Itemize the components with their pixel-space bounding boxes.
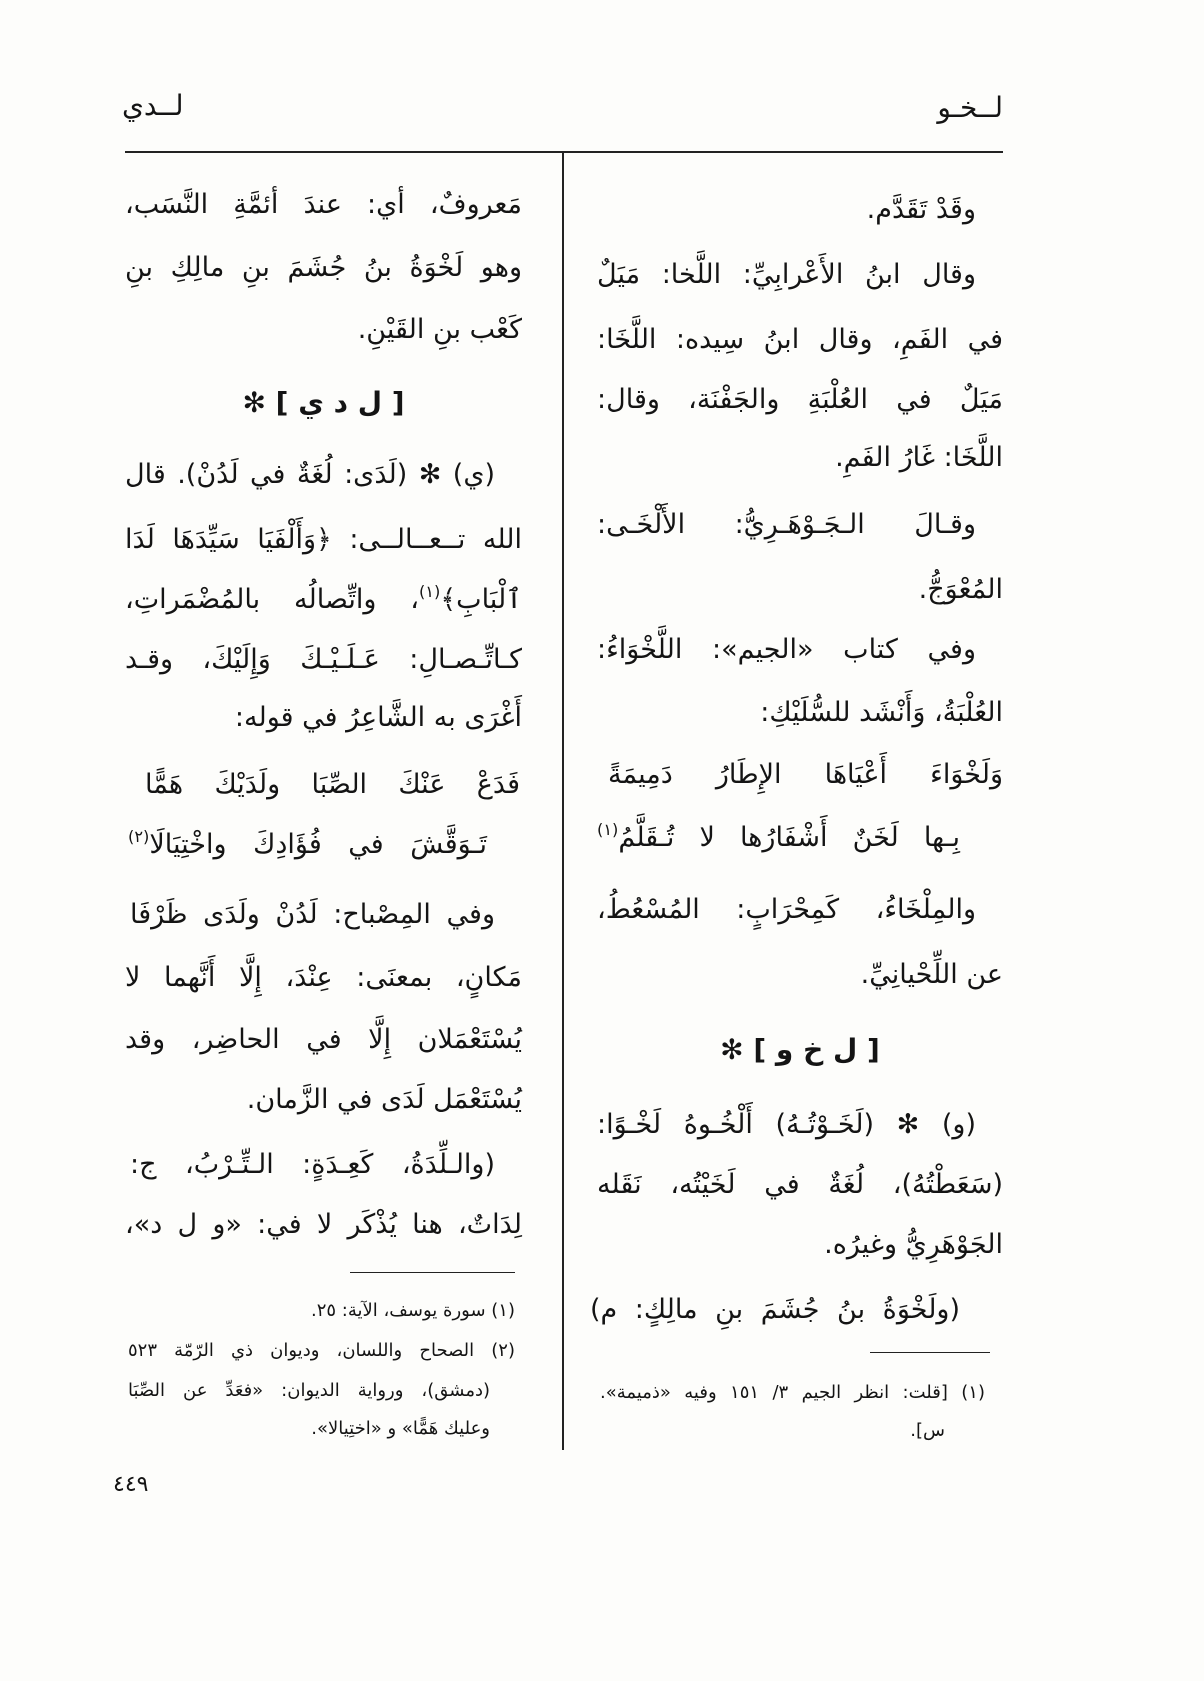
right-line-17: الجَوْهَرِيُّ وغيرُه. [824, 1229, 1003, 1260]
left-footnote-2: (٢) الصحاح واللسان، وديوان ذي الرّمّة ٥٢٣ [128, 1340, 515, 1361]
header-title-right: لــخـو [937, 91, 1003, 124]
quran-text-end: ٱلْبَابِ﴾ [440, 584, 522, 615]
left-line-14: يُسْتَعْمَلان إِلَّا في الحاضِر، وقد [125, 1024, 522, 1055]
left-line-8: كـاتِّـصـالِ: عَـلَـيْـكَ وَإِلَيْكَ، وقـد [125, 644, 522, 675]
right-poem-line-2 [597, 816, 960, 863]
footnote-marker: (١) [597, 819, 619, 839]
left-line-13: مَكانٍ، بمعنَى: عِنْدَ، إِلَّا أَنَّهما لا [125, 962, 522, 993]
left-poem-line-2 [128, 823, 487, 870]
right-line-3: في الفَمِ، وقال ابنُ سِيده: اللَّخَا: [597, 324, 1003, 355]
header-title-left: لــدي [122, 89, 184, 122]
right-poem-line-1: وَلَخْوَاءَ أَعْيَاهَا الإِطَارُ دَمِيمَةً [608, 759, 1003, 790]
right-line-12: والمِلْخَاءُ، كَمِحْرَابٍ: المُسْعُطُ، [597, 894, 976, 925]
right-footnote-1-cont: س]. [910, 1420, 945, 1441]
right-line-9: العُلْبَةُ، وَأَنْشَد للسُّلَيْكِ: [760, 697, 1003, 728]
left-footnote-2-cont: (دمشق)، ورواية الديوان: «فعَدِّ عن الصِّبَا [128, 1380, 490, 1401]
poem-text: بِـها لَخَنٌ أَشْفَارُها لا تُـقَلَّمُ [618, 822, 960, 853]
left-line-9: أَغْرَى به الشَّاعِرُ في قوله: [234, 702, 522, 733]
entry-heading-ldy: [ ل د ي ] ✻ [242, 386, 405, 419]
column-divider [562, 152, 564, 1450]
line-text: ، واتِّصالُه بالمُضْمَراتِ، [125, 584, 419, 615]
right-line-4: مَيَلٌ في العُلْبَةِ والجَفْنَة، وقال: [597, 384, 1003, 415]
left-poem-line-1: فَدَعْ عَنْكَ الصِّبَا ولَدَيْكَ هَمًّا [145, 769, 520, 800]
right-line-15: (و) ✻ (لَخَـوْتُـهُ) أَلْخُـوهُ لَخْـوًا: [597, 1109, 976, 1140]
right-line-6: وقـالَ الـجَـوْهَـرِيُّ: الأَلْخَـى: [597, 509, 976, 540]
left-footnote-2-end: وعليك هَمًّا» و «اختِيالا». [311, 1418, 490, 1439]
right-line-1: وقَدْ تَقَدَّم. [866, 194, 976, 225]
footnote-marker: (١) [418, 581, 441, 601]
right-line-7: المُعْوَجُّ. [918, 574, 1003, 605]
left-line-7 [125, 578, 522, 625]
right-line-16: (سَعَطْتُهُ)، لُغَةٌ في لَخَيْتُه، نَقَله [597, 1169, 1003, 1200]
left-line-15: يُسْتَعْمَل لَدَى في الزَّمان. [246, 1084, 522, 1115]
left-line-12: وفي المِصْباح: لَدُنْ ولَدَى ظَرْفَا [130, 899, 495, 930]
footnote-marker: (٢) [128, 826, 150, 846]
poem-text: تَـوَقَّشَ في فُؤَادِكَ واخْتِيَالَا [149, 829, 487, 860]
right-line-13: عن اللِّحْيانِيِّ. [860, 959, 1003, 990]
left-footnote-1: (١) سورة يوسف، الآية: ٢٥. [310, 1300, 515, 1321]
left-line-1: مَعروفٌ، أي: عندَ أئمَّةِ النَّسَب، [125, 189, 522, 220]
page-number: ٤٤٩ [113, 1472, 149, 1497]
footnote-rule-left [350, 1272, 515, 1273]
footnote-rule-right [870, 1352, 990, 1353]
right-footnote-1: (١) [قلت: انظر الجيم ٣/ ١٥١ وفيه «ذميمة». [600, 1382, 985, 1403]
entry-heading-lkhw: [ ل خ و ] ✻ [720, 1033, 880, 1066]
left-line-16: (والـلِّدَةُ، كَعِـدَةٍ: الـتِّـرْبُ، ج: [130, 1149, 495, 1180]
left-line-3: كَعْب بنِ القَيْنِ. [357, 314, 522, 345]
right-line-5: اللَّخَا: غَارُ الفَمِ. [835, 442, 1003, 473]
left-line-5: (ي) ✻ (لَدَى: لُغَةٌ في لَدُنْ). قال [125, 459, 495, 490]
left-line-17: لِدَاتٌ، هنا يُذْكَر لا في: «و ل د»، [125, 1209, 522, 1240]
header-rule [125, 151, 1003, 153]
right-line-8: وفي كتاب «الجيم»: اللَّخْوَاءُ: [597, 634, 976, 665]
left-line-6: الله تــعــالــى: ﴿وَأَلْفَيَا سَيِّدَهَا لَدَا [125, 524, 522, 555]
left-line-2: وهو لَخْوَةُ بنُ جُشَمَ بنِ مالِكِ بنِ [125, 252, 522, 283]
right-line-2: وقال ابنُ الأَعْرابِيِّ: اللَّخا: مَيَلٌ [597, 259, 976, 290]
right-line-18: (ولَخْوَةُ بنُ جُشَمَ بنِ مالِكٍ: م) [590, 1294, 960, 1325]
